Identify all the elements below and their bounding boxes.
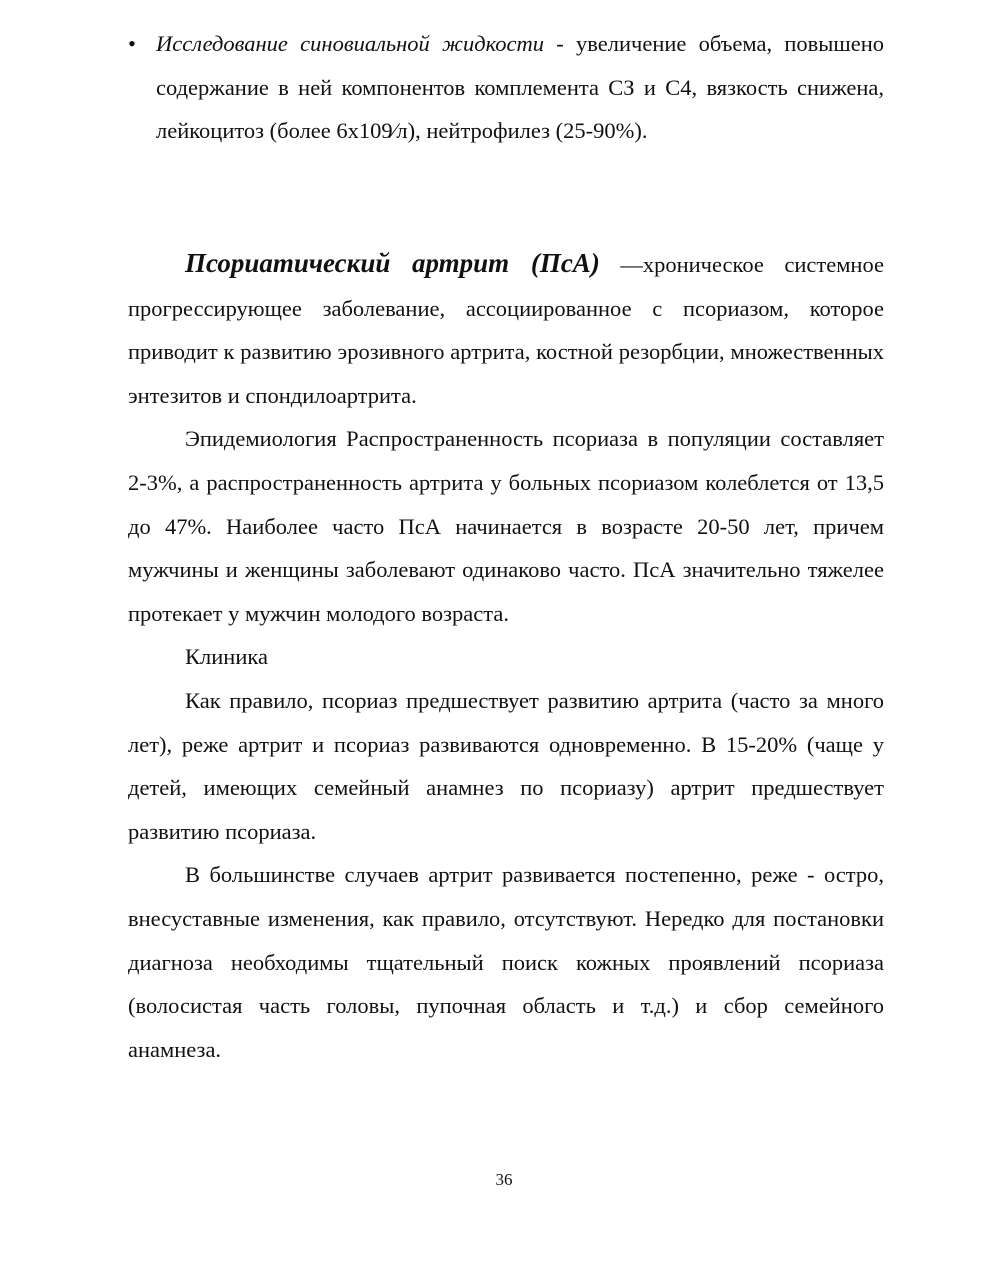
definition-paragraph [128,242,884,417]
clinic-heading: Клиника [185,644,268,670]
clinic-paragraph-2: В большинстве случаев артрит развивается постепенно, реже - остро, внесуставные изменения, как правило, отсутствуют. Нередко для постановки диагноза необходимы тщательный поиск кожных проявлений псориаза (волосистая часть головы, пупочная область и т.д.) и сбор семейного анамнеза. [128,862,884,1062]
bullet-term: Исследование синовиальной жидкости [156,31,545,56]
page-number: 36 [495,1170,513,1189]
bullet-marker: • [128,31,136,56]
bullet-list [128,22,884,153]
bullet-text [156,22,884,153]
clinic-paragraph-1: Как правило, псориаз предшествует развитию артрита (часто за много лет), реже артрит и псориаз развиваются одновременно. В 15-20% (чаще у детей, имеющих семейный анамнез по псориазу) артрит предшествует развитию псориаза. [128,687,884,844]
bullet-description: - увеличение объема, повышено содержание в ней компонентов комплемента СЗ и С4, вязкость снижена, лейкоцитоз (более 6х109⁄л), нейтрофилез (25-90%). [156,31,884,144]
epidemiology-paragraph: Эпидемиология Распространенность псориаза в популяции составляет 2-3%, а распространенность артрита у больных псориазом колеблется от 13,5 до 47%. Наиболее часто ПсА начинается в возрасте 20-50 лет, причем мужчины и женщины заболевают одинаково часто. ПсА значительно тяжелее протекает у мужчин молодого возраста. [128,426,884,626]
definition-text: —хроническое системное прогрессирующее заболевание, ассоциированное с псориазом, которое приводит к развитию эрозивного артрита, костной резорбции, множественных энтезитов и спондилоартрита. [128,252,884,408]
section-title: Псориатический артрит (ПсА) [185,248,600,278]
section-body [128,242,884,1071]
list-item [128,22,884,153]
